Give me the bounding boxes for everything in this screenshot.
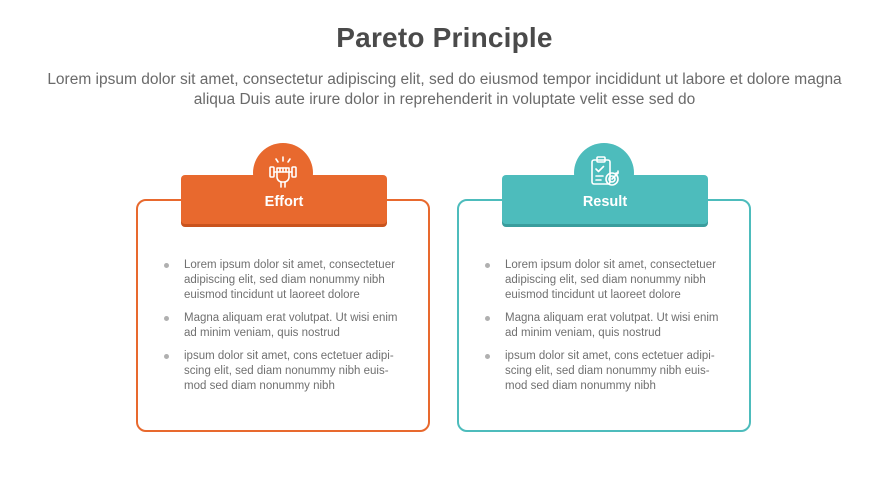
list-item: Lorem ipsum dolor sit amet, consectetuer adipiscing elit, sed diam nonummy nibh euismod tincidunt ut laoreet dolore	[485, 258, 725, 303]
result-header-banner: Result	[502, 175, 708, 224]
list-item: Magna aliquam erat volutpat. Ut wisi enim ad minim veniam, quis nostrud	[485, 311, 725, 341]
bullet-dot	[164, 263, 169, 268]
page-subtitle: Lorem ipsum dolor sit amet, consectetur adipiscing elit, sed do eiusmod tempor incididunt ut labore et dolore magna aliqua Duis aute irure dolor in reprehenderit in voluptate velit esse sed do	[47, 71, 842, 108]
bullet-dot	[485, 354, 490, 359]
list-item: ipsum dolor sit amet, cons ectetuer adipi-scing elit, sed diam nonummy nibh euis-mod sed diam nonummy nibh	[485, 349, 725, 394]
bullet-dot	[485, 316, 490, 321]
bullet-dot	[164, 354, 169, 359]
list-item: ipsum dolor sit amet, cons ectetuer adipi-scing elit, sed diam nonummy nibh euis-mod sed diam nonummy nibh	[164, 349, 404, 394]
page-title: Pareto Principle	[336, 22, 553, 53]
list-item: Lorem ipsum dolor sit amet, consectetuer adipiscing elit, sed diam nonummy nibh euismod tincidunt ut laoreet dolore	[164, 258, 404, 303]
bullet-dot	[485, 263, 490, 268]
bullet-dot	[164, 316, 169, 321]
list-item: Magna aliquam erat volutpat. Ut wisi enim ad minim veniam, quis nostrud	[164, 311, 404, 341]
clipboard-target-icon	[586, 154, 622, 190]
result-bullet-list	[485, 258, 725, 402]
strength-hand-dumbbell-icon	[265, 154, 301, 190]
effort-bullet-list	[164, 258, 404, 402]
effort-header-banner: Effort	[181, 175, 387, 224]
